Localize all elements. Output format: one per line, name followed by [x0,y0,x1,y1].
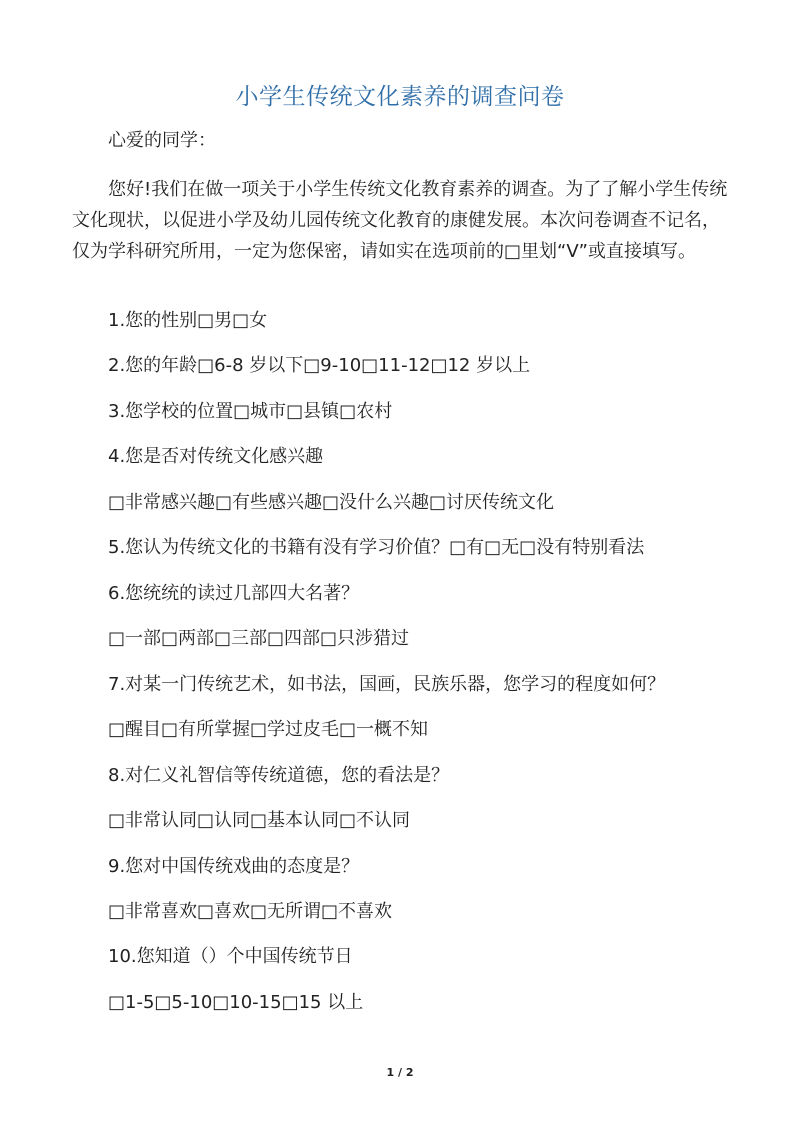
question-line: 5.您认为传统文化的书籍有没有学习价值？□有□无□没有特别看法 [108,537,645,558]
question-line: 10.您知道（）个中国传统节日 [108,946,353,967]
option-line: □非常喜欢□喜欢□无所谓□不喜欢 [108,901,393,922]
question-line: 3.您学校的位置□城市□县镇□农村 [108,401,393,422]
question-line: 1.您的性别□男□女 [108,310,268,331]
question-line: 8.对仁义礼智信等传统道德，您的看法是？ [108,765,450,786]
question-line: 2.您的年龄□6-8 岁以下□9-10□11-12□12 岁以上 [108,355,531,376]
option-line: □非常认同□认同□基本认同□不认同 [108,810,411,831]
question-line: 4.您是否对传统文化感兴趣 [108,446,324,467]
option-line: □1-5□5-10□10-15□15 以上 [108,992,364,1013]
question-line: 6.您统统的读过几部四大名著？ [108,583,360,604]
intro-paragraph [72,174,732,267]
intro-text: 您好!我们在做一项关于小学生传统文化教育素养的调查。为了了解小学生传统文化现状，以促进小学及幼儿园传统文化教育的康健发展。本次问卷调查不记名，仅为学科研究所用，一定为您保密，请如实在选项前的□里划“V”或直接填写。 [72,179,728,262]
greeting: 心爱的同学： [108,130,216,151]
option-line: □一部□两部□三部□四部□只涉猎过 [108,628,410,649]
option-line: □醒目□有所掌握□学过皮毛□一概不知 [108,719,429,740]
option-line: □非常感兴趣□有些感兴趣□没什么兴趣□讨厌传统文化 [108,492,555,513]
question-line: 7.对某一门传统艺术，如书法，国画，民族乐器，您学习的程度如何？ [108,674,666,695]
page-title: 小学生传统文化素养的调查问卷 [235,84,565,110]
question-line: 9.您对中国传统戏曲的态度是？ [108,856,360,877]
page-number: 1 / 2 [386,1066,414,1079]
